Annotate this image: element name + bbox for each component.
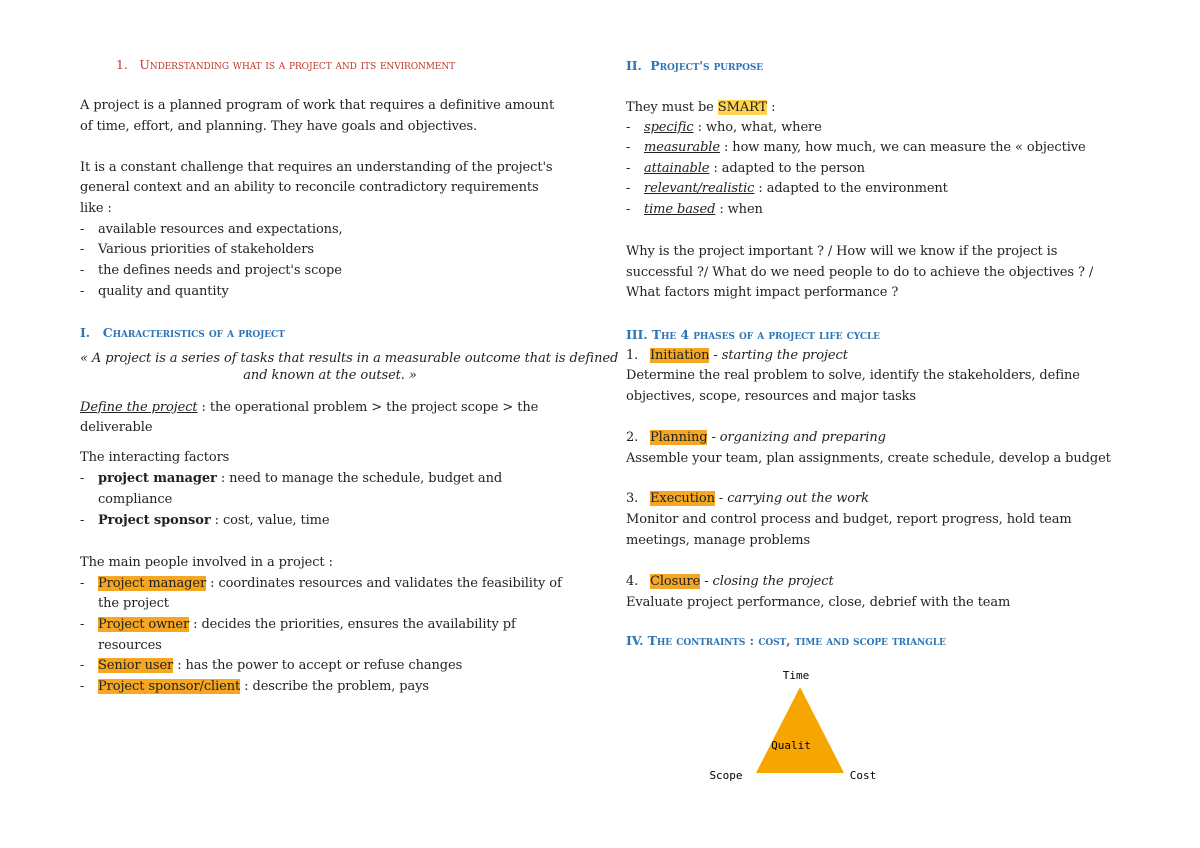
people-item: - Project manager : coordinates resources and validates the feasibility of <box>80 576 562 591</box>
smart-intro: They must be SMART : <box>626 100 776 115</box>
phase-title: 2. Planning - organizing and preparing <box>626 430 886 445</box>
phase-desc: Determine the real problem to solve, identify the stakeholders, define <box>626 368 1080 383</box>
phase-title: 3. Execution - carrying out the work <box>626 491 869 506</box>
context-line-2: general context and an ability to reconcile contradictory requirements <box>80 180 539 195</box>
constraints-triangle <box>700 665 900 785</box>
section-heading-constraints: IV. The contraints : cost, time and scope triangle <box>626 633 946 648</box>
phase-desc: objectives, scope, resources and major tasks <box>626 389 916 404</box>
people-item-cont: the project <box>98 596 169 611</box>
phase-title: 1. Initiation - starting the project <box>626 348 848 363</box>
smart-item: - measurable : how many, how much, we can measure the « objective <box>626 140 1086 155</box>
people-item: - Project sponsor/client : describe the problem, pays <box>80 679 429 694</box>
people-item: - Senior user : has the power to accept or refuse changes <box>80 658 463 673</box>
definition-quote-line-1: « A project is a series of tasks that results in a measurable outcome that is defined <box>80 351 619 366</box>
why-line-2: successful ?/ What do we need people to do to achieve the objectives ? / <box>626 265 1094 280</box>
phase-desc: meetings, manage problems <box>626 533 811 548</box>
triangle-label-cost: Cost <box>849 769 877 782</box>
intro-line-1: A project is a planned program of work that requires a definitive amount <box>80 98 555 113</box>
phase-desc: Assemble your team, plan assignments, create schedule, develop a budget <box>626 451 1111 466</box>
list-item: - Various priorities of stakeholders <box>80 242 314 257</box>
list-item: - quality and quantity <box>80 284 229 299</box>
factor-item: - project manager : need to manage the schedule, budget and <box>80 471 503 486</box>
section-heading-phases: III. The 4 phases of a project life cycle <box>626 327 880 342</box>
phase-desc: Evaluate project performance, close, debrief with the team <box>626 595 1011 610</box>
context-line-3: like : <box>80 201 112 216</box>
intro-line-2: of time, effort, and planning. They have goals and objectives. <box>80 119 478 134</box>
smart-item: - attainable : adapted to the person <box>626 161 865 176</box>
factor-item-cont: compliance <box>98 492 173 507</box>
context-line-1: It is a constant challenge that requires an understanding of the project's <box>80 160 553 175</box>
people-title: The main people involved in a project : <box>80 555 333 570</box>
people-item-cont: resources <box>98 638 162 653</box>
triangle-label-center: Qualit <box>771 739 811 752</box>
define-project-line-2: deliverable <box>80 420 153 435</box>
section-heading-1: 1. Understanding what is a project and its environment <box>116 57 456 72</box>
smart-item: - time based : when <box>626 202 763 217</box>
section-heading-purpose: II. Project's purpose <box>626 58 764 73</box>
smart-item: - specific : who, what, where <box>626 120 822 135</box>
triangle-label-scope: Scope <box>709 769 743 782</box>
section-heading-2: I. Characteristics of a project <box>80 325 285 340</box>
definition-quote-line-2: and known at the outset. » <box>243 368 417 383</box>
phase-desc: Monitor and control process and budget, report progress, hold team <box>626 512 1072 527</box>
triangle-label-time: Time <box>782 669 810 682</box>
factor-item: - Project sponsor : cost, value, time <box>80 513 330 528</box>
smart-item: - relevant/realistic : adapted to the environment <box>626 181 948 196</box>
phase-title: 4. Closure - closing the project <box>626 574 834 589</box>
why-line-1: Why is the project important ? / How will we know if the project is <box>626 244 1058 259</box>
list-item: - the defines needs and project's scope <box>80 263 342 278</box>
factors-title: The interacting factors <box>80 450 230 465</box>
why-line-3: What factors might impact performance ? <box>626 285 899 300</box>
list-item: - available resources and expectations, <box>80 222 343 237</box>
triangle-shape <box>756 687 844 773</box>
people-item: - Project owner : decides the priorities, ensures the availability pf <box>80 617 516 632</box>
define-project-line: Define the project : the operational problem > the project scope > the <box>80 400 539 415</box>
